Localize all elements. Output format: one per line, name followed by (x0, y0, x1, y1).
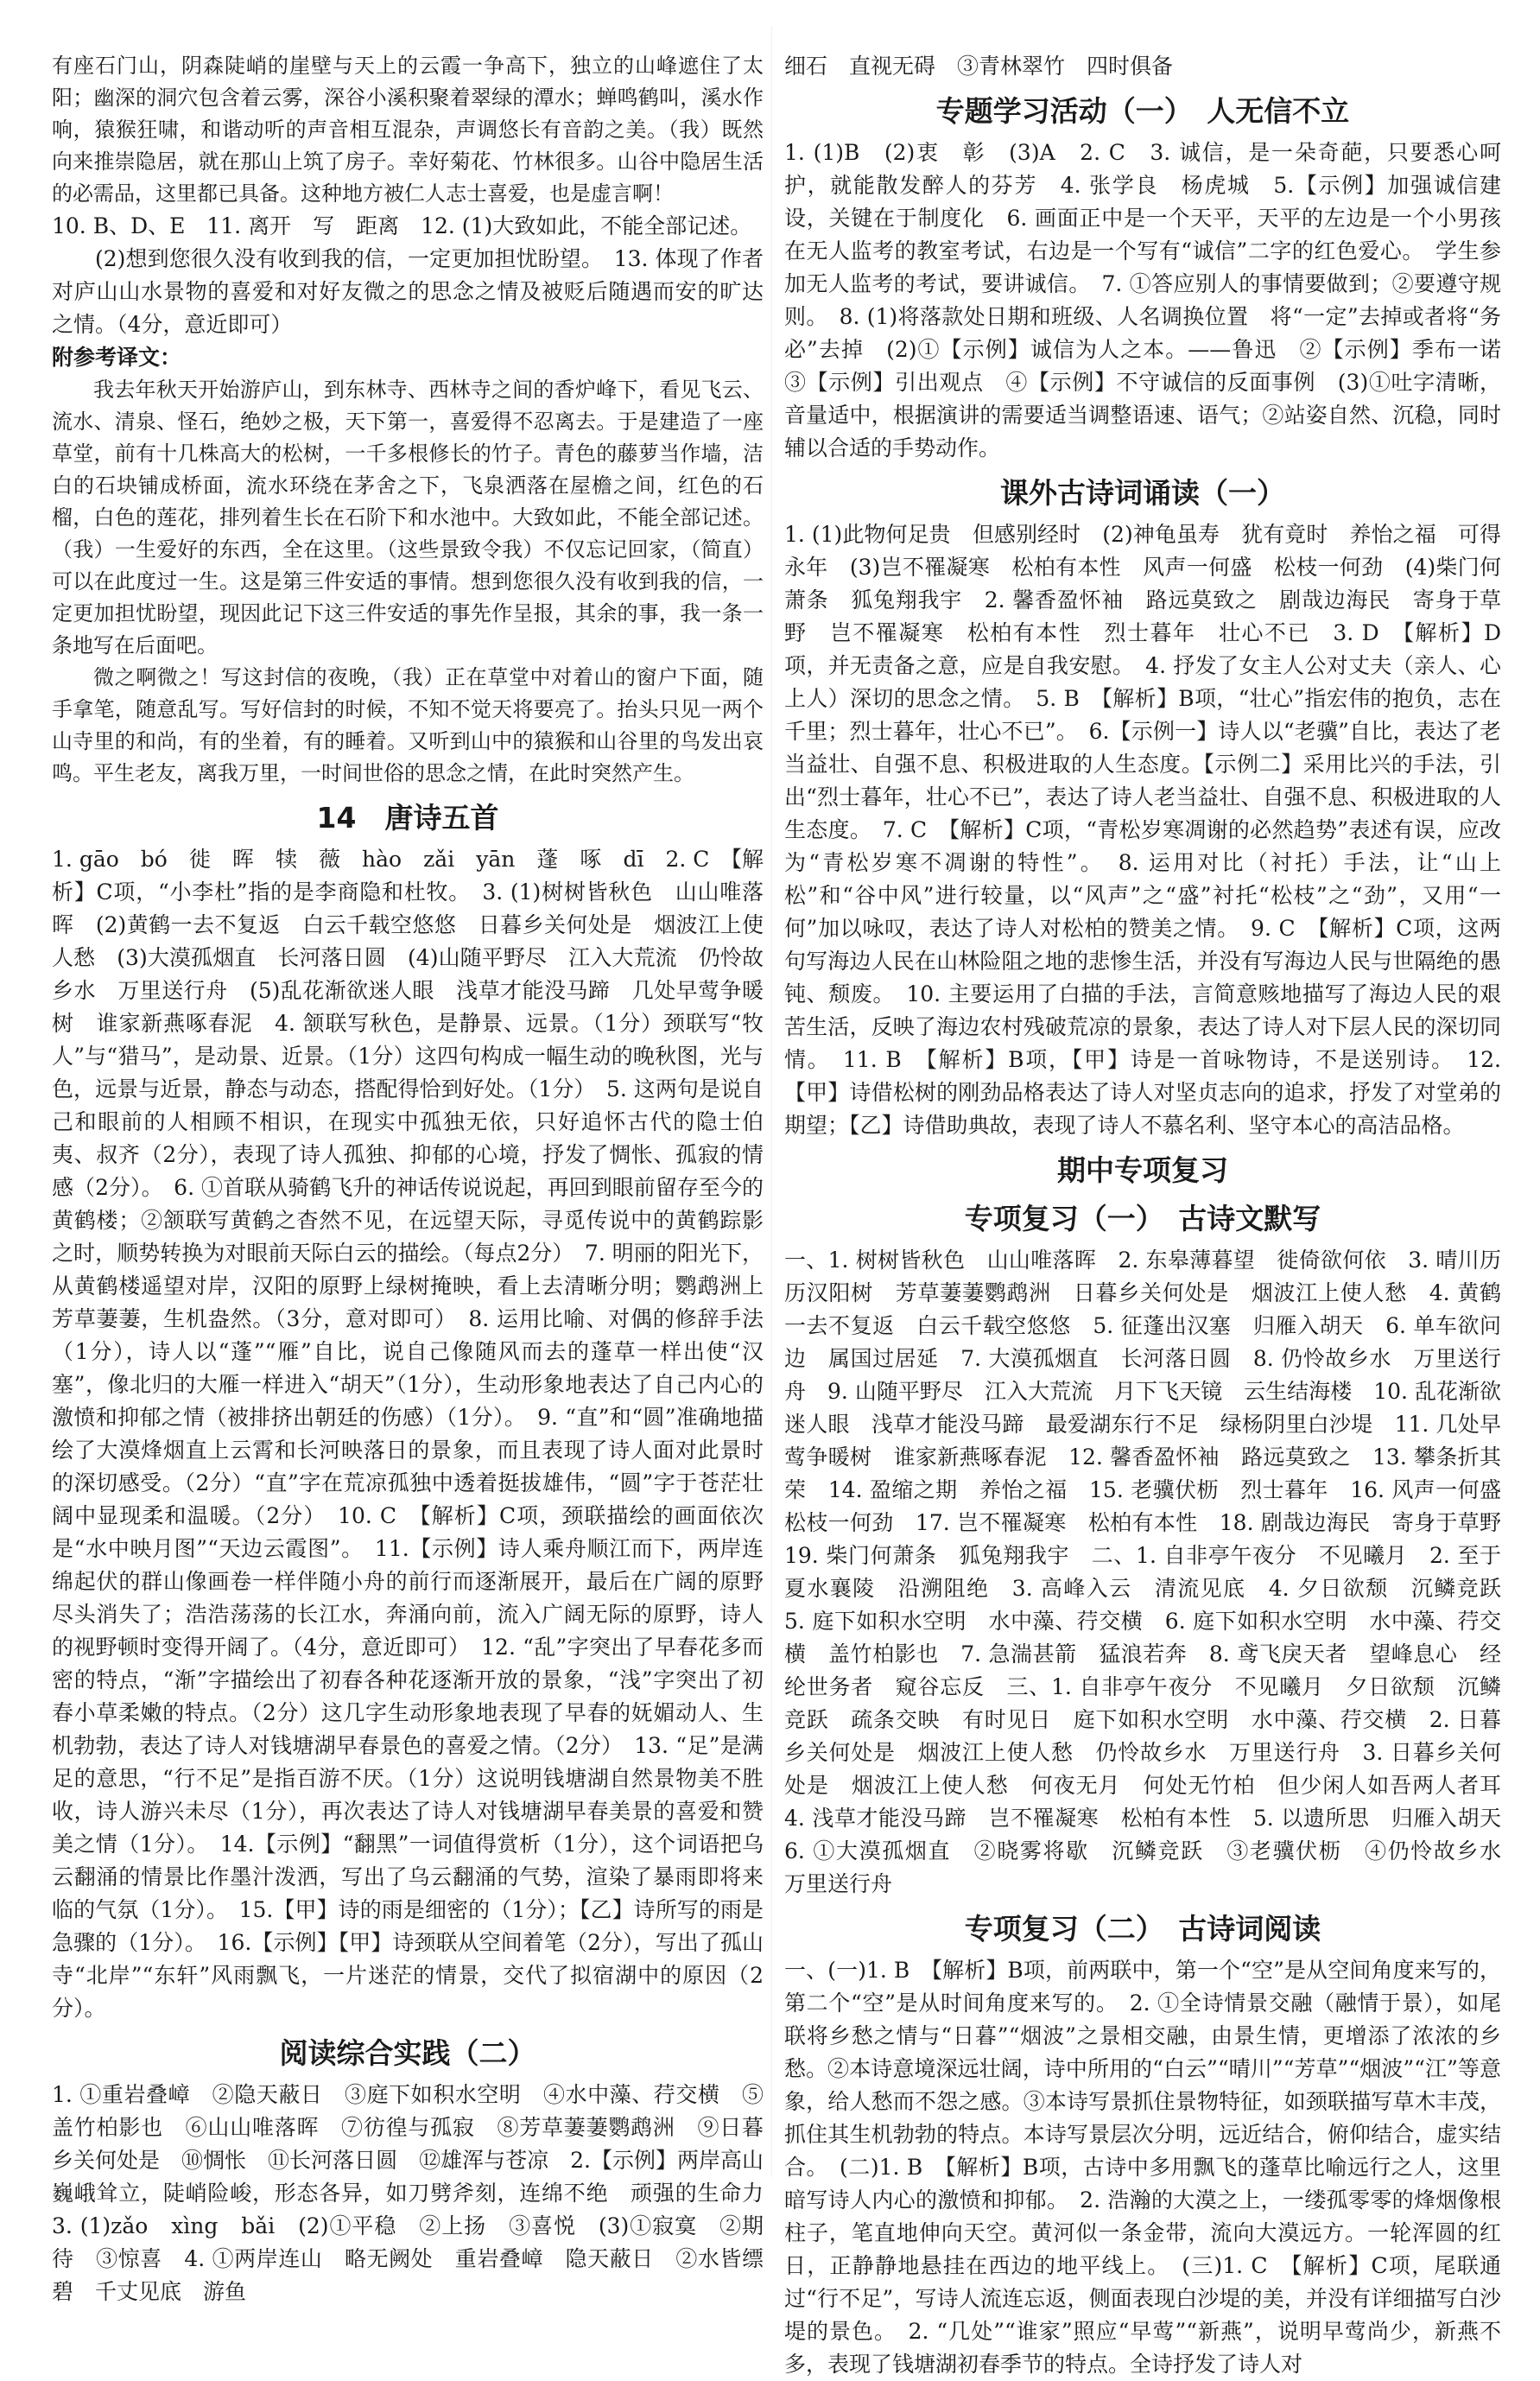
left-column (52, 50, 786, 2308)
review-1-title: 专项复习（一） 古诗文默写 (964, 1202, 1321, 1235)
right-column (784, 50, 1524, 2381)
review-1-answers: 一、1. 树树皆秋色 山山唯落晖 2. 东皋薄暮望 徙倚欲何依 3. 晴川历历汉阳树 芳草萋萋鹦鹉洲 日暮乡关何处是 烟波江上使人愁 4. 黄鹤一去不复返 白云千载空悠悠 5. 征蓬出汉塞 归雁入胡天 6. 单车欲问边 属国过居延 7. 大漠孤烟直 长河落日圆 8. 仍怜故乡水 万里送行舟 9. 山随平野尽 江入大荒流 月下飞天镜 云生结海楼 10. 乱花渐欲迷人眼 浅草才能没马蹄 最爱湖东行不足 绿杨阴里白沙堤 11. 几处早莺争暖树 谁家新燕啄春泥 12. 馨香盈怀袖 路远莫致之 13. 攀条折其荣 14. 盈缩之期 养怡之福 15. 老骥伏枥 烈士暮年 16. 风声一何盛 松枝一何劲 17. 岂不罹凝寒 松柏有本性 18. 剧哉边海民 寄身于草野 19. 柴门何萧条 狐兔翔我宇 二、1. 自非亭午夜分 不见曦月 2. 至于夏水襄陵 沿溯阻绝 3. 高峰入云 清流见底 4. 夕日欲颓 沉鳞竞跃 5. 庭下如积水空明 水中藻、荇交横 6. 庭下如积水空明 水中藻、荇交横 盖竹柏影也 7. 急湍甚箭 猛浪若奔 8. 鸢飞戾天者 望峰息心 经纶世务者 窥谷忘反 三、1. 自非亭午夜分 不见曦月 夕日欲颓 沉鳞竞跃 疏条交映 有时见日 庭下如积水空明 水中藻、荇交横 2. 日暮乡关何处是 烟波江上使人愁 仍怜故乡水 万里送行舟 3. 日暮乡关何处是 烟波江上使人愁 何夜无月 何处无竹柏 但少闲人如吾两人者耳 4. 浅草才能没马蹄 岂不罹凝寒 松柏有本性 5. 以遗所思 归雁入胡天 6. ①大漠孤烟直 ②晓雾将歇 沉鳞竞跃 ③老骥伏枥 ④仍怜故乡水 万里送行舟 (784, 1248, 1524, 1896)
reading-practice-2-title: 阅读综合实践（二） (279, 2036, 536, 2070)
review-2-title: 专项复习（二） 古诗词阅读 (964, 1912, 1321, 1946)
section-14-answers: 1. gāo bó 徙 晖 犊 薇 hào zǎi yān 蓬 啄 dī 2. C 【解析】C项，“小李杜”指的是李商隐和杜牧。 3. (1)树树皆秋色 山山唯落晖 (2)黄鹤一去不复返 白云千载空悠悠 日暮乡关何处是 烟波江上使人愁 (3)大漠孤烟直 长河落日圆 (4)山随平野尽 江入大荒流 仍怜故乡水 万里送行舟 (5)乱花渐欲迷人眼 浅草才能没马蹄 几处早莺争暖树 谁家新燕啄春泥 4. 颔联写秋色，是静景、远景。（1分）颈联写“牧人”与“猎马”，是动景、近景。（1分）这四句构成一幅生动的晚秋图，光与色，远景与近景，静态与动态，搭配得恰到好处。（1分） 5. 这两句是说自己和眼前的人相顾不相识，在现实中孤独无依，只好追怀古代的隐士伯夷、叔齐（2分），表现了诗人孤独、抑郁的心境，抒发了惆怅、孤寂的情感（2分）。 6. ①首联从骑鹤飞升的神话传说说起，再回到眼前留存至今的黄鹤楼；②颔联写黄鹤之杳然不见，在远望天际，寻觅传说中的黄鹤踪影之时，顺势转换为对眼前天际白云的描绘。（每点2分） 7. 明丽的阳光下，从黄鹤楼遥望对岸，汉阳的原野上绿树掩映，看上去清晰分明；鹦鹉洲上芳草萋萋，生机盎然。（3分，意对即可） 8. 运用比喻、对偶的修辞手法（1分），诗人以“蓬”“雁”自比，说自己像随风而去的蓬草一样出使“汉塞”，像北归的大雁一样进入“胡天”（1分），生动形象地表达了自己内心的激愤和抑郁之情（被排挤出朝廷的伤感）（1分）。 9. “直”和“圆”准确地描绘了大漠烽烟直上云霄和长河映落日的景象，而且表现了诗人面对此景时的深切感受。（2分）“直”字在荒凉孤独中透着挺拔雄伟，“圆”字于苍茫壮阔中显现柔和温暖。（2分） 10. C 【解析】C项，颈联描绘的画面依次是“水中映月图”“天边云霞图”。 11.【示例】诗人乘舟顺江而下，两岸连绵起伏的群山像画卷一样伴随小舟的前行而逐渐展开，最后在广阔的原野尽头消失了；浩浩荡荡的长江水，奔涌向前，流入广阔无际的原野，诗人的视野顿时变得开阔了。（4分，意近即可） 12. “乱”字突出了早春花多而密的特点，“渐”字描绘出了初春各种花逐渐开放的景象，“浅”字突出了初春小草柔嫩的特点。（2分）这几字生动形象地表现了早春的妩媚动人、生机勃勃，表达了诗人对钱塘湖早春景色的喜爱之情。（2分） 13. “足”是满足的意思，“行不足”是指百游不厌。（1分）这说明钱塘湖自然景物美不胜收，诗人游兴未尽（1分），再次表达了诗人对钱塘湖早春美景的喜爱和赞美之情（1分）。 14.【示例】“翻黑”一词值得赏析（1分），这个词语把乌云翻涌的情景比作墨汁泼洒，写出了乌云翻涌的气势，渲染了暴雨即将来临的气氛（1分）。 15.【甲】诗的雨是细密的（1分）；【乙】诗所写的雨是急骤的（1分）。 16.【示例】【甲】诗颈联从空间着笔（2分），写出了孤山寺“北岸”“东轩”风雨飘飞，一片迷茫的情景，交代了拟宿湖中的原因（2分）。 (52, 847, 764, 2021)
answers-12-13: (2)想到您很久没有收到我的信，一定更加担忧盼望。 13. 体现了作者对庐山山水景物的喜爱和对好友微之的思念之情及被贬后随遇而安的旷达之情。（4分，意近即可） (52, 246, 764, 337)
reference-translation-label: 附参考译文： (52, 345, 182, 370)
section-14-title: 14 唐诗五首 (316, 801, 499, 835)
classics-reading-title: 课外古诗词诵读（一） (1000, 476, 1285, 510)
reference-translation-paragraph: 微之啊微之！写这封信的夜晚，（我）正在草堂中对着山的窗户下面，随手拿笔，随意乱写。写好信封的时候，不知不觉天将要亮了。抬头只见一两个山寺里的和尚，有的坐着，有的睡着。又听到山中的猿猴和山谷里的鸟发出哀鸣。平生老友，离我万里，一时间世俗的思念之情，在此时突然产生。 (52, 665, 764, 785)
activity-answers: 1. (1)B (2)衷 彰 (3)A 2. C 3. 诚信，是一朵奇葩，只要悉心呵护，就能散发醉人的芬芳 4. 张学良 杨虎城 5.【示例】加强诚信建设，关键在于制度化 6. 画面正中是一个天平，天平的左边是一个小男孩在无人监考的教室考试，右边是一个写有“诚信”二字的红色爱心。 学生参加无人监考的考试，要讲诚信。 7. ①答应别人的事情要做到；②要遵守规则。 8. (1)将落款处日期和班级、人名调换位置 将“一定”去掉或者将“务必”去掉 (2)①【示例】诚信为人之本。——鲁迅 ②【示例】季布一诺 ③【示例】引出观点 ④【示例】不守诚信的反面事例 (3)①吐字清晰，音量适中，根据演讲的需要适当调整语速、语气；②站姿自然、沉稳，同时辅以合适的手势动作。 (784, 140, 1524, 460)
translation-top: 有座石门山，阴森陡峭的崖壁与天上的云霞一争高下，独立的山峰遮住了太阳；幽深的洞穴包含着云雾，深谷小溪积聚着翠绿的潭水；蝉鸣鹤叫，溪水作响，猿猴狂啸，和谐动听的声音相互混杂，声调悠长有音韵之美。（我）既然向来推崇隐居，就在那山上筑了房子。幸好菊花、竹林很多。山谷中隐居生活的必需品，这里都已具备。这种地方被仁人志士喜爱，也是虚言啊！ (52, 54, 764, 206)
review-2-answers: 一、(一)1. B 【解析】B项，前两联中，第一个“空”是从空间角度来写的，第二个“空”是从时间角度来写的。 2. ①全诗情景交融（融情于景），如尾联将乡愁之情与“日暮”“烟波”之景相交融，由景生情，更增添了浓浓的乡愁。②本诗意境深远壮阔，诗中所用的“白云”“晴川”“芳草”“烟波”“江”等意象，给人愁而不怨之感。③本诗写景抓住景物特征，如颈联描写草木丰茂，抓住其生机勃勃的特点。本诗写景层次分明，远近结合，俯仰结合，虚实结合。 (二)1. B 【解析】B项，古诗中多用飘飞的蓬草比喻远行之人，这里暗写诗人内心的激愤和抑郁。 2. 浩瀚的大漠之上，一缕孤零零的烽烟像根柱子，笔直地伸向天空。黄河似一条金带，流向大漠远方。一轮浑圆的红日，正静静地悬挂在西边的地平线上。 (三)1. C 【解析】C项，尾联通过“行不足”，写诗人流连忘返，侧面表现白沙堤的美，并没有详细描写白沙堤的景色。 2. “几处”“谁家”照应“早莺”“新燕”，说明早莺尚少，新燕不多，表现了钱塘湖初春季节的特点。全诗抒发了诗人对 (784, 1958, 1501, 2377)
activity-title: 专题学习活动（一） 人无信不立 (935, 94, 1350, 128)
classics-reading-answers: 1. (1)此物何足贵 但感别经时 (2)神龟虽寿 犹有竟时 养怡之福 可得永年 (3)岂不罹凝寒 松柏有本性 风声一何盛 松枝一何劲 (4)柴门何萧条 狐兔翔我宇 2. 馨香盈怀袖 路远莫致之 剧哉边海民 寄身于草野 岂不罹凝寒 松柏有本性 烈士暮年 壮心不已 3. D 【解析】D项，并无责备之意，应是自我安慰。 4. 抒发了女主人公对丈夫（亲人、心上人）深切的思念之情。 5. B 【解析】B项，“壮心”指宏伟的抱负，志在千里；烈士暮年，壮心不已”。 6.【示例一】诗人以“老骥”自比，表达了老当益壮、自强不息、积极进取的人生态度。【示例二】采用比兴的手法，引出“烈士暮年，壮心不已”，表达了诗人老当益壮、自强不息、积极进取的人生态度。 7. C 【解析】C项，“青松岁寒凋谢的必然趋势”表述有误，应改为“青松岁寒不凋谢的特性”。 8. 运用对比（衬托）手法，让“山上松”和“谷中风”进行较量，以“风声”之“盛”衬托“松枝”之“劲”，又用“一何”加以咏叹，表达了诗人对松柏的赞美之情。 9. C 【解析】C项，这两句写海边人民在山林险阻之地的悲惨生活，并没有写海边人民与世隔绝的愚钝、颓废。 10. 主要运用了白描的手法，言简意赅地描写了海边人民的艰苦生活，反映了海边农村残破荒凉的景象，表达了诗人对下层人民的深切同情。 11. B 【解析】B项，【甲】诗是一首咏物诗，不是送别诗。 12.【甲】诗借松树的刚劲品格表达了诗人对坚贞志向的追求，抒发了对堂弟的期望；【乙】诗借助典故，表现了诗人不慕名利、坚守本心的高洁品格。 (784, 522, 1501, 1138)
reference-translation-paragraph: 我去年秋天开始游庐山，到东林寺、西林寺之间的香炉峰下，看见飞云、流水、清泉、怪石，绝妙之极，天下第一，喜爱得不忍离去。于是建造了一座草堂，前有十几株高大的松树，一千多根修长的竹子。青色的藤萝当作墙，洁白的石块铺成桥面，流水环绕在茅舍之下，飞泉洒落在屋檐之间，红色的石榴，白色的莲花，排列着生长在石阶下和水池中。大致如此，不能全部记述。（我）一生爱好的东西，全在这里。（这些景致令我）不仅忘记回家，（简直）可以在此度过一生。这是第三件安适的事情。想到您很久没有收到我的信，一定更加担忧盼望，现因此记下这三件安适的事先作呈报，其余的事，我一条一条地写在后面吧。 (52, 378, 764, 657)
continued-line: 细石 直视无碍 ③青林翠竹 四时俱备 (784, 54, 1174, 79)
page-fold-line (771, 26, 772, 2177)
answers-10-12: 10. B、D、E 11. 离开 写 距离 12. (1)大致如此，不能全部记述。 (52, 213, 752, 238)
midterm-review-title: 期中专项复习 (1057, 1153, 1228, 1187)
reading-practice-2-answers: 1. ①重岩叠嶂 ②隐天蔽日 ③庭下如积水空明 ④水中藻、荇交横 ⑤盖竹柏影也 ⑥山山唯落晖 ⑦彷徨与孤寂 ⑧芳草萋萋鹦鹉洲 ⑨日暮乡关何处是 ⑩惆怅 ⑪长河落日圆 ⑫雄浑与苍凉 2.【示例】两岸高山巍峨耸立，陡峭险峻，形态各异，如刀劈斧刻，连绵不绝 顽强的生命力 3. (1)zǎo xìng bǎi (2)①平稳 ②上扬 ③喜悦 (3)①寂寞 ②期待 ③惊喜 4. ①两岸连山 略无阙处 重岩叠嶂 隐天蔽日 ②水皆缥碧 千丈见底 游鱼 (52, 2082, 786, 2304)
